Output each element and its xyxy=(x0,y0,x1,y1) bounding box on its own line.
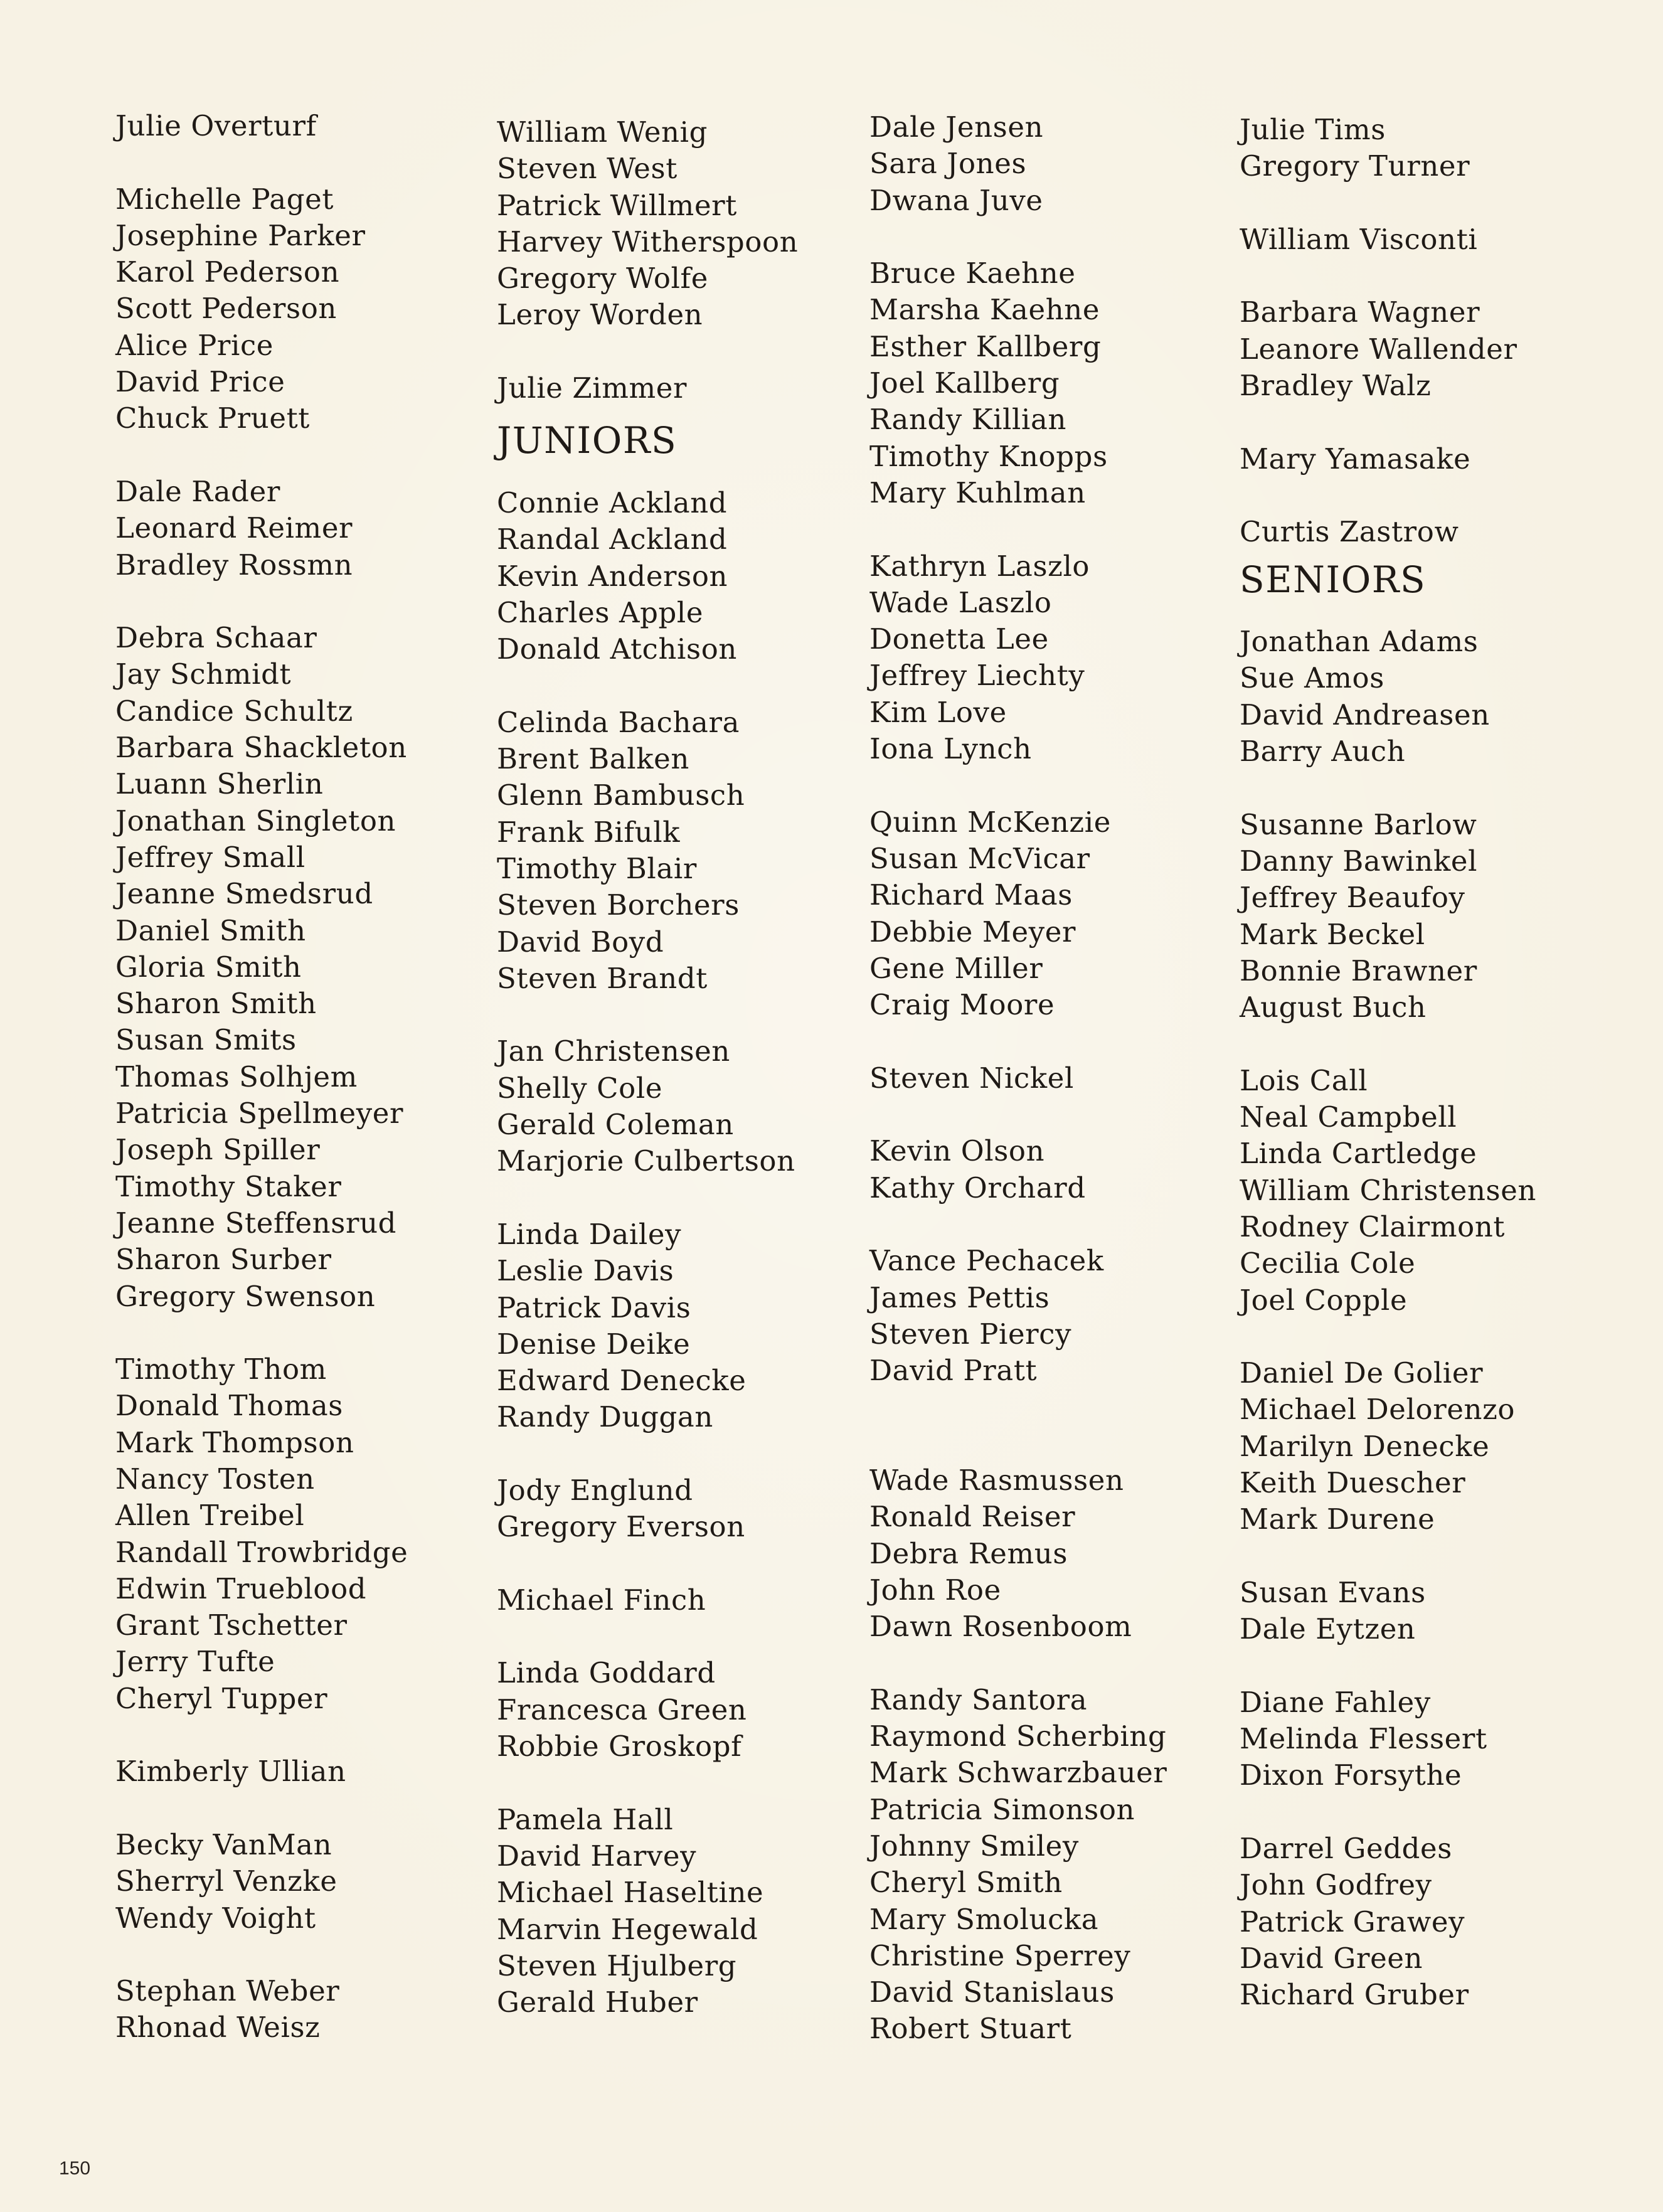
student-name: Patricia Simonson xyxy=(869,1792,1135,1826)
student-name: Jan Christensen xyxy=(497,1034,730,1068)
student-name: Rodney Clairmont xyxy=(1240,1210,1506,1243)
student-name: Joseph Spiller xyxy=(115,1133,321,1167)
spacer xyxy=(869,1389,1221,1425)
student-name: Mary Yamasake xyxy=(1240,442,1471,476)
section-heading: JUNIORS xyxy=(497,419,677,462)
student-name: Kevin Olson xyxy=(869,1134,1045,1168)
student-name: Patricia Spellmeyer xyxy=(115,1097,404,1130)
student-name: Dale Eytzen xyxy=(1240,1612,1416,1646)
student-name: Timothy Blair xyxy=(497,851,697,885)
student-name: Steven Brandt xyxy=(497,961,708,995)
student-name: Debra Remus xyxy=(869,1536,1068,1570)
student-name: Jerry Tufte xyxy=(115,1645,275,1679)
student-name: David Stanislaus xyxy=(869,1975,1115,2009)
spacer xyxy=(115,583,467,620)
student-name: Gerald Coleman xyxy=(497,1108,734,1142)
spacer xyxy=(869,1097,1221,1133)
name-column-1 xyxy=(115,108,467,2046)
student-name: Leonard Reimer xyxy=(115,511,353,545)
student-name: Barry Auch xyxy=(1240,735,1406,768)
student-name: Sharon Surber xyxy=(115,1243,332,1277)
student-name: Leanore Wallender xyxy=(1240,332,1517,366)
student-name: Marilyn Denecke xyxy=(1240,1429,1490,1463)
student-name: Donald Thomas xyxy=(115,1389,343,1423)
student-name: Mark Schwarzbauer xyxy=(869,1756,1167,1790)
student-name: Rhonad Weisz xyxy=(115,2011,321,2045)
student-name: Marvin Hegewald xyxy=(497,1912,758,1946)
student-name: Steven Piercy xyxy=(869,1317,1072,1351)
student-name: Susan Evans xyxy=(1240,1575,1426,1609)
student-name: Ronald Reiser xyxy=(869,1500,1076,1534)
student-name: Harvey Witherspoon xyxy=(497,225,799,258)
student-name: Donald Atchison xyxy=(497,632,738,666)
student-name: Richard Maas xyxy=(869,878,1073,912)
student-name: Gene Miller xyxy=(869,951,1043,985)
student-name: Thomas Solhjem xyxy=(115,1060,358,1093)
student-name: David Price xyxy=(115,365,285,399)
student-name: Chuck Pruett xyxy=(115,401,310,435)
student-name: Iona Lynch xyxy=(869,732,1032,766)
student-name: Michael Haseltine xyxy=(497,1876,764,1910)
name-column-4 xyxy=(1240,112,1591,2013)
student-name: David Harvey xyxy=(497,1839,697,1873)
spacer xyxy=(1240,770,1591,806)
student-name: Candice Schultz xyxy=(115,694,353,728)
student-name: Denise Deike xyxy=(497,1327,691,1361)
student-name: Kathryn Laszlo xyxy=(869,549,1090,583)
student-name: Bonnie Brawner xyxy=(1240,954,1477,987)
student-name: Cecilia Cole xyxy=(1240,1247,1416,1280)
student-name: Julie Zimmer xyxy=(497,371,688,405)
student-name: David Green xyxy=(1240,1941,1423,1975)
spacer xyxy=(115,1790,467,1827)
student-name: Luann Sherlin xyxy=(115,767,324,801)
student-name: Johnny Smiley xyxy=(869,1829,1079,1863)
student-name: Jody Englund xyxy=(497,1473,693,1507)
student-name: Jeffrey Liechty xyxy=(869,659,1085,693)
student-name: Marsha Kaehne xyxy=(869,293,1100,327)
student-name: Karol Pederson xyxy=(115,255,340,289)
student-name: Robbie Groskopf xyxy=(497,1730,742,1763)
student-name: Kevin Anderson xyxy=(497,559,728,593)
student-name: Daniel De Golier xyxy=(1240,1356,1484,1390)
spacer xyxy=(1240,404,1591,440)
student-name: Danny Bawinkel xyxy=(1240,844,1478,878)
spacer xyxy=(497,1619,848,1655)
student-name: Timothy Staker xyxy=(115,1169,342,1203)
student-name: Shelly Cole xyxy=(497,1071,663,1105)
student-name: Steven Borchers xyxy=(497,888,740,922)
student-name: Bradley Rossmn xyxy=(115,548,353,582)
student-name: Curtis Zastrow xyxy=(1240,515,1459,549)
student-name: Allen Treibel xyxy=(115,1499,305,1533)
student-name: Linda Goddard xyxy=(497,1656,716,1690)
student-name: Susanne Barlow xyxy=(1240,807,1477,841)
spacer xyxy=(1240,1794,1591,1831)
student-name: Alice Price xyxy=(115,328,274,362)
student-name: Barbara Shackleton xyxy=(115,731,407,765)
student-name: Richard Gruber xyxy=(1240,1978,1469,2012)
student-name: Jeffrey Small xyxy=(115,840,306,874)
student-name: Randy Santora xyxy=(869,1683,1088,1716)
spacer xyxy=(1240,477,1591,514)
student-name: Grant Tschetter xyxy=(115,1608,348,1642)
student-name: Michael Delorenzo xyxy=(1240,1393,1516,1427)
spacer xyxy=(869,767,1221,804)
student-name: Josephine Parker xyxy=(115,218,366,252)
student-name: Gerald Huber xyxy=(497,1986,698,2019)
student-name: Steven West xyxy=(497,152,677,186)
student-name: Frank Bifulk xyxy=(497,815,681,849)
student-name: Susan McVicar xyxy=(869,841,1090,875)
student-name: Patrick Davis xyxy=(497,1290,691,1324)
student-name: Timothy Thom xyxy=(115,1353,327,1386)
spacer xyxy=(869,219,1221,255)
spacer xyxy=(1240,1538,1591,1575)
student-name: August Buch xyxy=(1240,991,1427,1024)
student-name: Cheryl Tupper xyxy=(115,1681,328,1715)
student-name: Steven Hjulberg xyxy=(497,1949,737,1982)
student-name: Jonathan Singleton xyxy=(115,804,396,837)
student-name: Mark Beckel xyxy=(1240,917,1425,951)
student-name: Randall Trowbridge xyxy=(115,1535,408,1569)
student-name: Steven Nickel xyxy=(869,1061,1074,1095)
student-name: Charles Apple xyxy=(497,595,704,629)
student-name: Marjorie Culbertson xyxy=(497,1144,795,1178)
student-name: Cheryl Smith xyxy=(869,1866,1063,1900)
student-name: Jonathan Adams xyxy=(1240,625,1479,659)
student-name: Scott Pederson xyxy=(115,292,337,326)
student-name: Debbie Meyer xyxy=(869,915,1076,949)
student-name: Nancy Tosten xyxy=(115,1462,315,1496)
spacer xyxy=(497,1436,848,1472)
spacer xyxy=(497,1180,848,1216)
student-name: John Roe xyxy=(869,1573,1001,1607)
student-name: Randal Ackland xyxy=(497,523,728,556)
student-name: Jay Schmidt xyxy=(115,657,292,691)
student-name: John Godfrey xyxy=(1240,1868,1432,1902)
student-name: Wendy Voight xyxy=(115,1901,316,1935)
spacer xyxy=(1240,1319,1591,1355)
student-name: Christine Sperrey xyxy=(869,1938,1131,1972)
student-name: Lois Call xyxy=(1240,1063,1368,1097)
student-name: Mary Smolucka xyxy=(869,1902,1099,1936)
student-name: Michael Finch xyxy=(497,1583,706,1617)
student-name: Keith Duescher xyxy=(1240,1465,1466,1499)
student-name: Vance Pechacek xyxy=(869,1244,1104,1278)
student-name: Joel Kallberg xyxy=(869,366,1060,400)
student-name: Gregory Swenson xyxy=(115,1279,376,1313)
student-name: Daniel Smith xyxy=(115,913,306,947)
student-name: Patrick Willmert xyxy=(497,188,737,222)
student-name: Gregory Everson xyxy=(497,1510,745,1544)
student-name: Patrick Grawey xyxy=(1240,1905,1465,1938)
student-name: William Wenig xyxy=(497,115,708,149)
spacer xyxy=(869,1426,1221,1462)
student-name: Diane Fahley xyxy=(1240,1685,1431,1719)
student-name: Timothy Knopps xyxy=(869,439,1108,473)
student-name: Dale Jensen xyxy=(869,110,1044,144)
spacer xyxy=(115,1717,467,1753)
student-name: Mark Thompson xyxy=(115,1425,354,1459)
student-name: Gregory Turner xyxy=(1240,149,1470,183)
name-column-3 xyxy=(869,109,1221,2048)
spacer xyxy=(115,437,467,474)
student-name: Leroy Worden xyxy=(497,298,703,332)
student-name: David Boyd xyxy=(497,925,664,959)
spacer xyxy=(1240,1647,1591,1684)
student-name: Darrel Geddes xyxy=(1240,1831,1452,1865)
student-name: Mark Durene xyxy=(1240,1502,1435,1536)
student-name: William Visconti xyxy=(1240,222,1478,256)
spacer xyxy=(869,1023,1221,1060)
spacer xyxy=(1240,258,1591,294)
spacer xyxy=(497,997,848,1033)
student-name: Julie Tims xyxy=(1240,113,1386,146)
spacer xyxy=(869,1645,1221,1681)
student-name: Michelle Paget xyxy=(115,182,334,216)
spacer xyxy=(869,511,1221,548)
page-number: 150 xyxy=(59,2158,91,2179)
spacer xyxy=(1240,185,1591,221)
student-name: Jeffrey Beaufoy xyxy=(1240,881,1465,915)
student-name: Sharon Smith xyxy=(115,987,317,1021)
student-name: Linda Dailey xyxy=(497,1217,682,1251)
student-name: Barbara Wagner xyxy=(1240,295,1480,329)
spacer xyxy=(115,144,467,181)
name-column-2 xyxy=(497,114,848,2021)
student-name: Esther Kallberg xyxy=(869,329,1102,363)
student-name: Sherryl Venzke xyxy=(115,1864,337,1898)
student-name: Randy Killian xyxy=(869,403,1067,437)
student-name: James Pettis xyxy=(869,1280,1050,1314)
student-name: Glenn Bambusch xyxy=(497,779,745,812)
student-name: Stephan Weber xyxy=(115,1974,340,2008)
spacer xyxy=(115,1315,467,1351)
student-name: Leslie Davis xyxy=(497,1254,674,1288)
spacer xyxy=(1240,1026,1591,1062)
student-name: Julie Overturf xyxy=(115,109,317,142)
student-name: Robert Stuart xyxy=(869,2012,1072,2046)
student-name: Kathy Orchard xyxy=(869,1171,1086,1204)
spacer xyxy=(497,1546,848,1582)
student-name: Craig Moore xyxy=(869,988,1055,1022)
student-name: William Christensen xyxy=(1240,1173,1537,1207)
student-name: David Andreasen xyxy=(1240,698,1490,731)
student-name: Dale Rader xyxy=(115,474,280,508)
student-name: Jeanne Smedsrud xyxy=(115,877,373,911)
spacer xyxy=(869,1206,1221,1243)
student-name: Edwin Trueblood xyxy=(115,1571,367,1605)
spacer xyxy=(497,334,848,370)
student-name: Donetta Lee xyxy=(869,622,1049,656)
student-name: Kim Love xyxy=(869,695,1007,729)
spacer xyxy=(497,1765,848,1801)
student-name: Melinda Flessert xyxy=(1240,1722,1487,1756)
student-name: Connie Ackland xyxy=(497,486,728,519)
student-name: Francesca Green xyxy=(497,1693,747,1726)
student-name: Wade Rasmussen xyxy=(869,1463,1124,1497)
student-name: Edward Denecke xyxy=(497,1364,746,1398)
student-name: Becky VanMan xyxy=(115,1827,332,1861)
student-name: Gregory Wolfe xyxy=(497,262,708,295)
student-name: Dixon Forsythe xyxy=(1240,1758,1462,1792)
student-name: Sue Amos xyxy=(1240,661,1384,695)
spacer xyxy=(115,1937,467,1973)
student-name: Joel Copple xyxy=(1240,1283,1408,1317)
student-name: Dwana Juve xyxy=(869,183,1043,217)
student-name: Kimberly Ullian xyxy=(115,1755,346,1789)
student-name: Susan Smits xyxy=(115,1023,297,1057)
student-name: Wade Laszlo xyxy=(869,585,1052,619)
section-heading: SENIORS xyxy=(1240,558,1427,601)
spacer xyxy=(497,667,848,704)
student-name: Jeanne Steffensrud xyxy=(115,1206,397,1240)
student-name: Debra Schaar xyxy=(115,621,317,655)
student-name: Pamela Hall xyxy=(497,1802,674,1836)
student-name: David Pratt xyxy=(869,1354,1038,1388)
student-name: Linda Cartledge xyxy=(1240,1137,1477,1171)
student-name: Celinda Bachara xyxy=(497,705,740,739)
student-name: Mary Kuhlman xyxy=(869,476,1086,509)
student-name: Bradley Walz xyxy=(1240,369,1432,403)
student-name: Brent Balken xyxy=(497,742,689,776)
student-name: Sara Jones xyxy=(869,147,1027,181)
student-name: Gloria Smith xyxy=(115,950,302,984)
student-name: Bruce Kaehne xyxy=(869,257,1076,290)
student-name: Randy Duggan xyxy=(497,1400,713,1434)
student-name: Quinn McKenzie xyxy=(869,805,1111,839)
student-name: Neal Campbell xyxy=(1240,1100,1457,1134)
student-name: Raymond Scherbing xyxy=(869,1720,1167,1753)
student-name: Dawn Rosenboom xyxy=(869,1610,1132,1644)
